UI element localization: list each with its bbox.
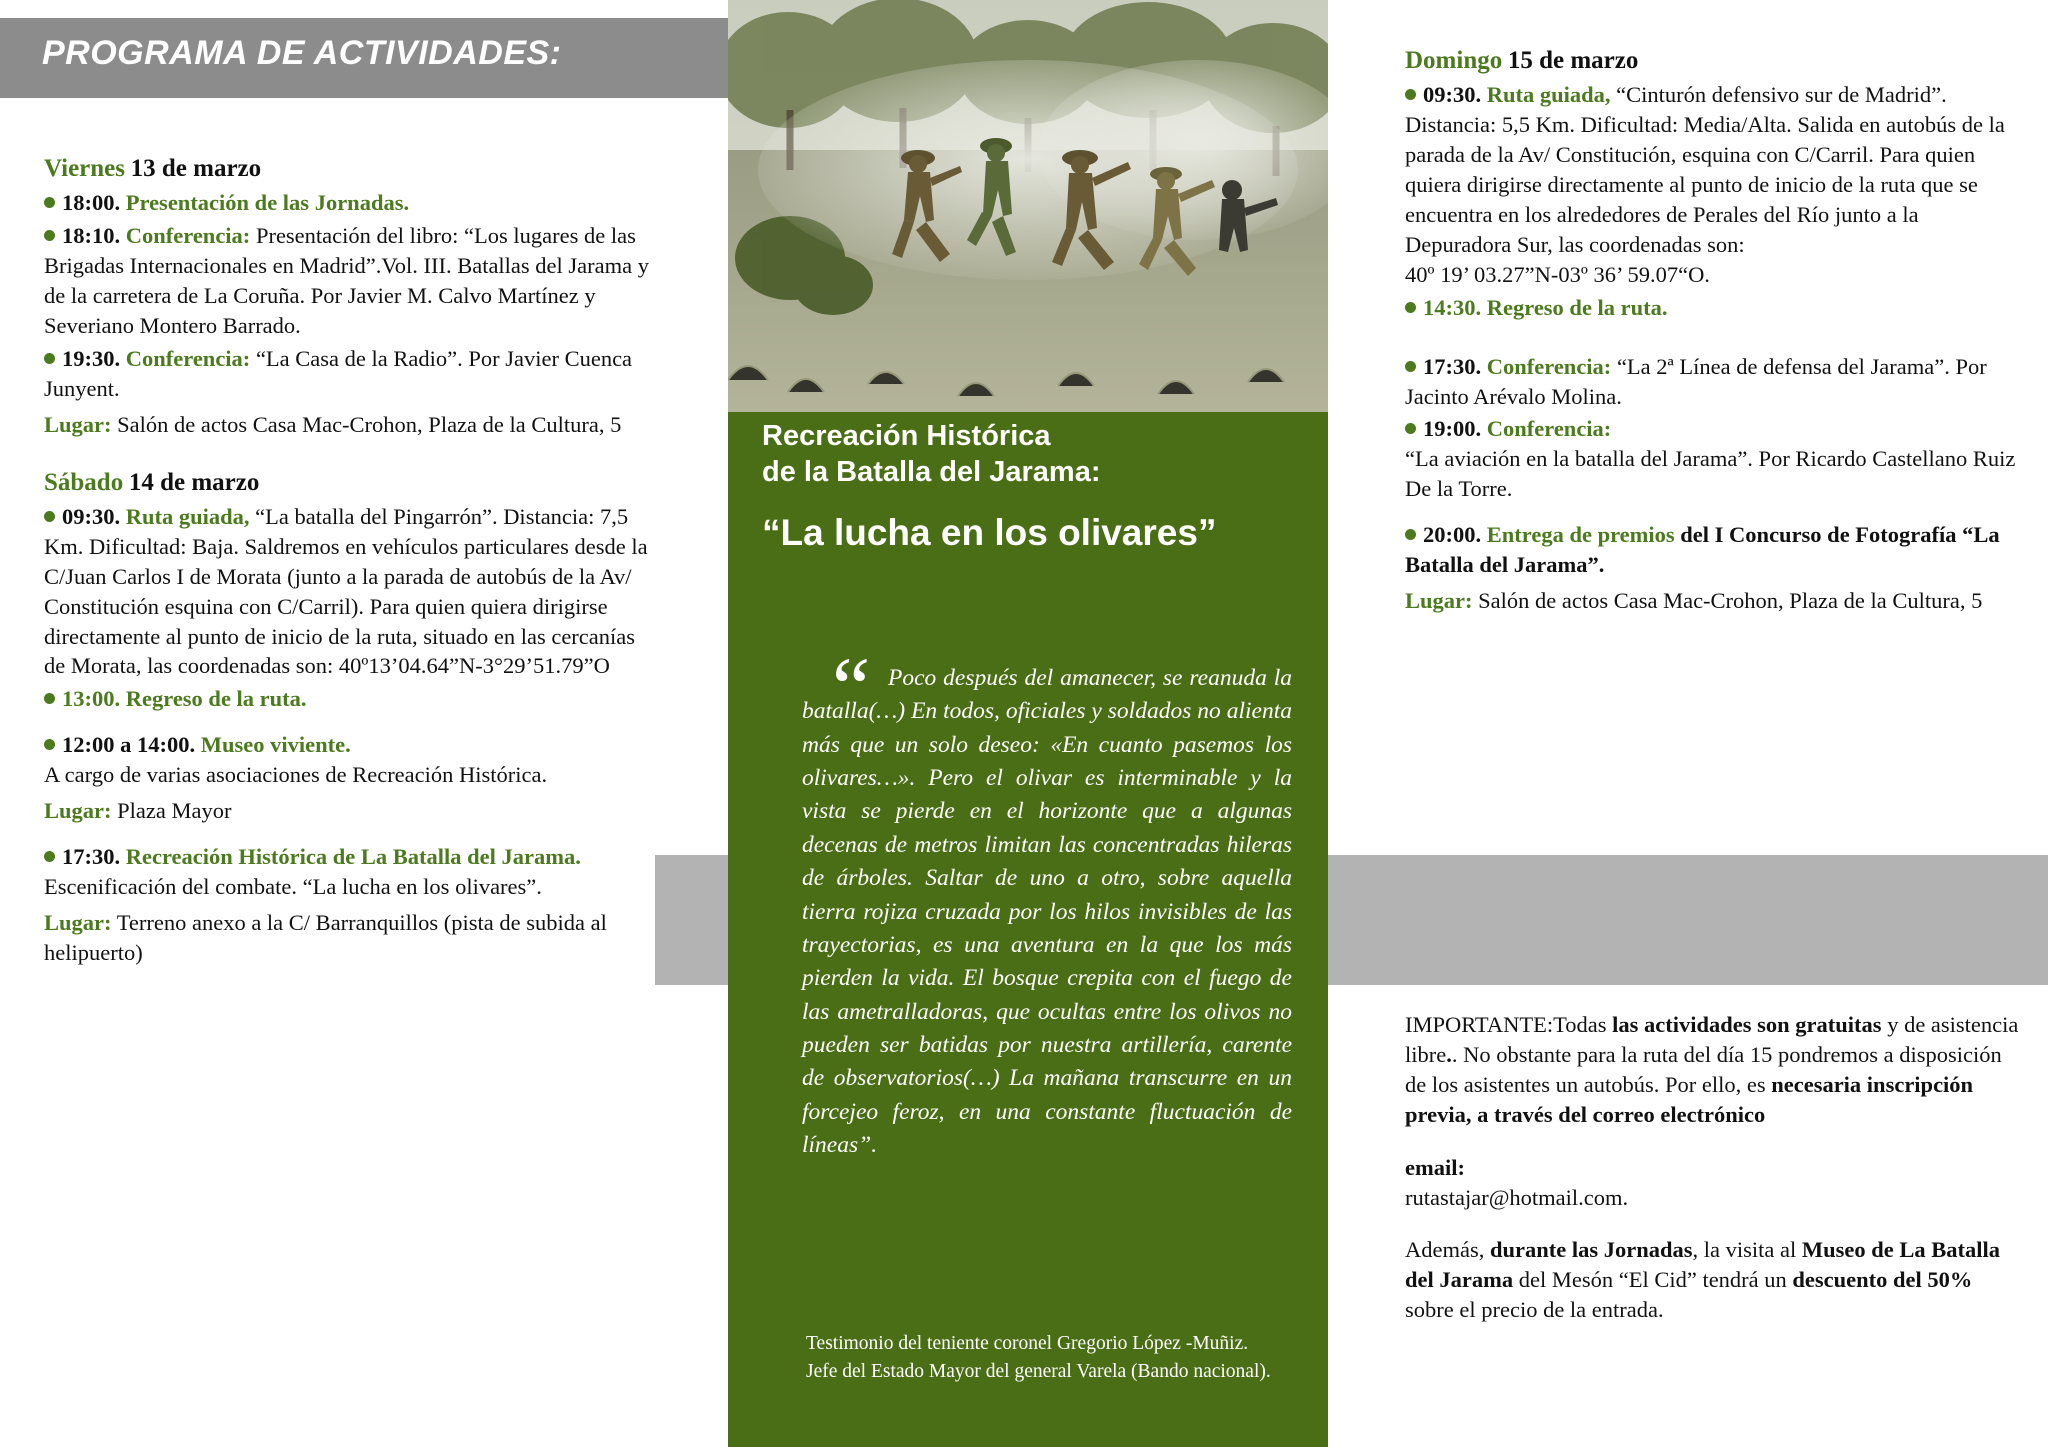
- saturday-item-1: [44, 502, 654, 682]
- important-p2g: sobre el precio de la entrada.: [1405, 1297, 1664, 1323]
- bullet-icon: [1405, 423, 1416, 434]
- email-block: [1405, 1153, 2025, 1213]
- saturday-place-2-value: Terreno anexo a la C/ Barranquillos (pista de subida al helipuerto): [44, 909, 607, 965]
- left-column: [44, 152, 654, 968]
- sunday-item-2-title: Regreso de la ruta.: [1486, 294, 1668, 320]
- important-p1b: las actividades son gratuitas: [1612, 1012, 1882, 1037]
- bullet-icon: [44, 230, 55, 241]
- bullet-icon: [1405, 529, 1416, 540]
- sunday-item-4: [1405, 414, 2025, 504]
- bullet-icon: [44, 353, 55, 364]
- center-subtitle: “La lucha en los olivares”: [762, 512, 1217, 553]
- important-p1e: necesaria inscripción previa, a través del correo electrónico: [1405, 1072, 1974, 1128]
- saturday-day-label: Sábado: [44, 468, 124, 496]
- center-panel: [728, 0, 1328, 1447]
- saturday-item-3-text: A cargo de varias asociaciones de Recreación Histórica.: [44, 762, 548, 788]
- important-p2d: Museo de La Batalla del Jarama: [1405, 1236, 2001, 1292]
- email-value[interactable]: rutastajar@hotmail.com.: [1405, 1184, 1629, 1210]
- important-lead: IMPORTANTE:: [1405, 1012, 1554, 1037]
- bullet-icon: [44, 739, 55, 750]
- important-p1d: . No obstante para la ruta del día 15 pondremos a disposición de los asistentes un autobús. Por ello, es: [1405, 1042, 2002, 1098]
- sunday-item-3-title: Conferencia:: [1486, 353, 1612, 379]
- sunday-place-label: Lugar:: [1405, 588, 1473, 614]
- friday-place-label: Lugar:: [44, 411, 112, 437]
- saturday-item-2-time: 13:00.: [62, 686, 121, 712]
- friday-item-2: [44, 221, 654, 341]
- important-p2c: , la visita al: [1692, 1236, 1802, 1262]
- bullet-icon: [44, 851, 55, 862]
- saturday-item-3-time: 12:00 a 14:00: [62, 732, 190, 758]
- important-p1d-dot: .: [1446, 1042, 1452, 1068]
- saturday-place-1-label: Lugar:: [44, 798, 112, 824]
- saturday-item-4-text: Escenificación del combate. “La lucha en los olivares”.: [44, 874, 542, 900]
- friday-item-1: [44, 188, 654, 218]
- sunday-item-1-time: 09:30.: [1423, 82, 1482, 108]
- saturday-place-2-label: Lugar:: [44, 909, 112, 935]
- friday-place: [44, 410, 654, 440]
- email-label: email:: [1405, 1154, 1465, 1180]
- sunday-item-4-time: 19:00.: [1423, 416, 1482, 442]
- bullet-icon: [1405, 361, 1416, 372]
- saturday-place-1: [44, 796, 654, 826]
- saturday-item-1-text: “La batalla del Pingarrón”. Distancia: 7,5 Km. Dificultad: Baja. Saldremos en vehículos particulares desde la C/Juan Carlos I de Morata (junto a la parada de autobús de la Av/ Constitución esquina con C/Carril). Para quien quiera dirigirse directamente al punto de inicio de la ruta, situado en las cercanías de Morata, las coordenadas son: 40º13’04.64”N-3°29’51.79”O: [44, 503, 648, 679]
- important-p2e: del Mesón “El Cid” tendrá un: [1513, 1266, 1793, 1292]
- important-p2b: durante las Jornadas: [1489, 1236, 1693, 1262]
- sunday-place-value: Salón de actos Casa Mac-Crohon, Plaza de la Cultura, 5: [1478, 588, 1983, 614]
- friday-item-2-text: Presentación del libro: “Los lugares de las Brigadas Internacionales en Madrid”.Vol. III. Batallas del Jarama y de la carretera de La Coruña. Por Javier M. Calvo Martínez y Severiano Montero Barrado.: [44, 223, 649, 338]
- saturday-place-2: [44, 908, 654, 968]
- friday-item-1-title: Presentación de las Jornadas.: [125, 190, 410, 216]
- quote-source-line2: Jefe del Estado Mayor del general Varela (Bando nacional).: [806, 1361, 1271, 1383]
- quote-mark-icon: “: [832, 639, 871, 735]
- bullet-icon: [44, 693, 55, 704]
- friday-item-3-title: Conferencia:: [125, 345, 251, 371]
- sunday-day-label: Domingo: [1405, 47, 1503, 74]
- sunday-item-3-text: “La 2ª Línea de defensa del Jarama”. Por Jacinto Arévalo Molina.: [1405, 353, 1987, 409]
- sunday-place: [1405, 586, 2025, 616]
- sunday-item-4-title: Conferencia:: [1486, 416, 1612, 442]
- quote-source: [806, 1330, 1326, 1387]
- quote-block: [802, 639, 1292, 1162]
- day-heading-sunday: [1405, 44, 2025, 77]
- saturday-item-1-title: Ruta guiada,: [125, 503, 250, 529]
- friday-item-3-time: 19:30.: [62, 345, 121, 371]
- important-p1a: Todas: [1553, 1012, 1613, 1037]
- sunday-item-5-time: 20:00.: [1423, 522, 1482, 548]
- friday-day-label: Viernes: [44, 155, 125, 182]
- important-p1c: y de asistencia libre: [1405, 1012, 2019, 1068]
- saturday-item-2: [44, 684, 654, 714]
- right-column: [1405, 44, 2025, 616]
- important-paragraph-1: [1405, 1010, 2025, 1131]
- saturday-place-1-value: Plaza Mayor: [117, 798, 232, 824]
- quote-source-line1: Testimonio del teniente coronel Gregorio López -Muñiz.: [806, 1333, 1249, 1354]
- sunday-item-5-text: del I Concurso de Fotografía “La Batalla del Jarama”.: [1405, 522, 2000, 578]
- sunday-item-1: [1405, 80, 2025, 289]
- important-p2a: Además,: [1405, 1236, 1490, 1262]
- sunday-day-date: 15 de marzo: [1507, 47, 1639, 74]
- quote-text: Poco después del amanecer, se reanuda la batalla(…) En todos, oficiales y soldados no alienta más que un solo deseo: «En cuanto pasemos los olivares…». Pero el olivar es interminable y la vista se pierde en el horizonte que a algunas decenas de metros limitan las concentradas hileras de árboles. Saltar de uno a otro, sobre aquella tierra rojiza cruzada por los hilos invisibles de las trayectorias, es una aventura en la que los más pierden la vida. El bosque crepita con el fuego de las ametralladoras, que ocultas entre los olivos no pueden ser batidas por nuestra artillería, carente de observatorios(…) La mañana transcurre en un forcejeo feroz, en una constante fluctuación de líneas”.: [802, 665, 1292, 1159]
- bullet-icon: [44, 511, 55, 522]
- friday-item-3-text: “La Casa de la Radio”. Por Javier Cuenca Junyent.: [44, 345, 633, 401]
- saturday-day-date: 14 de marzo: [128, 468, 260, 496]
- recreation-photo: [728, 0, 1328, 412]
- sunday-item-3: [1405, 352, 2025, 412]
- saturday-item-1-time: 09:30.: [62, 503, 121, 529]
- center-title-line1: Recreación Histórica: [762, 420, 1051, 452]
- sunday-item-5: [1405, 520, 2025, 580]
- saturday-item-3: 12:00 a 14:00. Museo viviente. A cargo de varias asociaciones de Recreación Histórica.: [44, 732, 548, 788]
- sunday-item-1-coords: 40º 19’ 03.27”N-03º 36’ 59.07“O.: [1405, 261, 1710, 287]
- friday-item-1-time: 18:00.: [62, 190, 121, 216]
- saturday-item-3-title: Museo viviente.: [200, 732, 351, 758]
- friday-place-value: Salón de actos Casa Mac-Crohon, Plaza de la Cultura, 5: [117, 411, 622, 437]
- day-heading-friday: [44, 152, 654, 185]
- bullet-icon: [1405, 302, 1416, 313]
- saturday-item-4-title: Recreación Histórica de La Batalla del Jarama.: [125, 844, 581, 870]
- day-heading-saturday: [44, 466, 654, 499]
- important-paragraph-2: [1405, 1235, 2025, 1325]
- page-title: PROGRAMA DE ACTIVIDADES:: [42, 34, 562, 72]
- friday-item-2-title: Conferencia:: [125, 223, 251, 249]
- bullet-icon: [44, 197, 55, 208]
- sunday-item-1-text: “Cinturón defensivo sur de Madrid”. Distancia: 5,5 Km. Dificultad: Media/Alta. Salida en autobús de la parada de la Av/ Constitución, esquina con C/Carril. Para quien quiera dirigirse directamente al punto de inicio de la ruta que se encuentra en los alrededores de Perales del Río junto a la Depuradora Sur, las coordenadas son:: [1405, 82, 2005, 257]
- friday-day-date: 13 de marzo: [130, 155, 262, 182]
- saturday-item-4-time: 17:30.: [62, 844, 121, 870]
- saturday-item-2-title: Regreso de la ruta.: [125, 686, 307, 712]
- important-notes: [1405, 1010, 2025, 1325]
- center-title: [762, 418, 1302, 491]
- sunday-item-1-title: Ruta guiada,: [1486, 82, 1611, 108]
- bullet-icon: [1405, 89, 1416, 100]
- important-p2f: descuento del 50%: [1792, 1266, 1973, 1292]
- sunday-item-4-text: “La aviación en la batalla del Jarama”. Por Ricardo Castellano Ruiz De la Torre.: [1405, 446, 2016, 502]
- friday-item-3: [44, 344, 654, 404]
- center-title-line2: de la Batalla del Jarama:: [762, 456, 1101, 489]
- sunday-item-2-time: 14:30.: [1423, 294, 1482, 320]
- saturday-item-4: [44, 842, 654, 902]
- sunday-item-3-time: 17:30.: [1423, 353, 1482, 379]
- friday-item-2-time: 18:10.: [62, 223, 121, 249]
- sunday-item-2: [1405, 293, 2025, 323]
- sunday-item-5-title: Entrega de premios: [1486, 522, 1675, 548]
